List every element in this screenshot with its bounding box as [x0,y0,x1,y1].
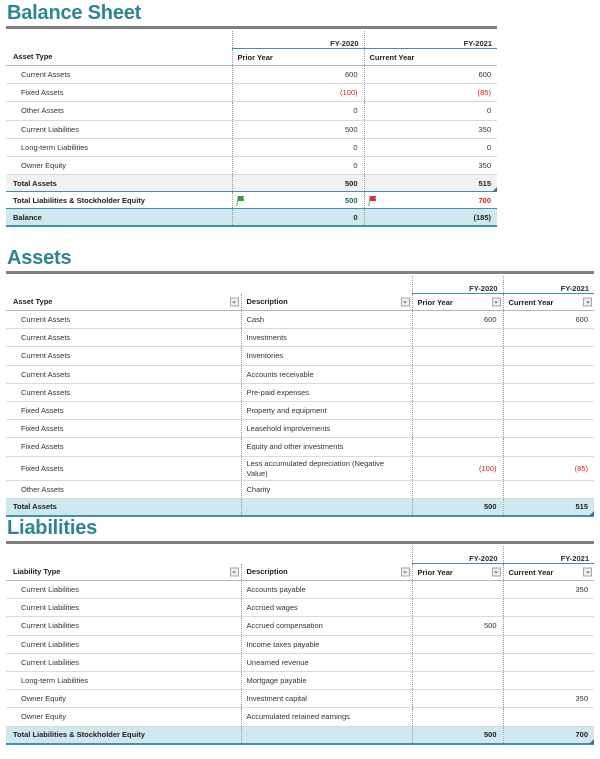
row-description: Less accumulated depreciation (Negative Value) [241,456,412,480]
fy-prior-label: FY-2020 [412,276,503,294]
row-prior-value: 600 [412,311,503,329]
total-liab-prior: 500 [412,726,503,744]
row-asset-type: Current Assets [6,347,241,365]
row-description: Unearned revenue [241,653,412,671]
row-description: Investment capital [241,690,412,708]
row-asset-type: Fixed Assets [6,84,232,102]
corner-marker-icon [589,739,594,744]
row-current-value [503,671,594,689]
liabilities-table [6,541,594,745]
row-liability-type: Current Liabilities [6,599,241,617]
row-current-value: 350 [364,156,497,174]
total-liab-prior-value: 500 [344,195,358,205]
table-row [6,311,594,329]
header-prior-year: Prior Year [232,49,364,66]
row-asset-type: Current Assets [6,311,241,329]
balance-current: (185) [364,209,497,227]
row-asset-type: Other Assets [6,102,232,120]
table-row [6,456,594,480]
table-row [6,420,594,438]
row-current-value [503,383,594,401]
row-current-value: (85) [364,84,497,102]
table-row [6,635,594,653]
column-header-row [6,49,497,66]
header-liability-type [6,564,241,581]
table-row [6,102,497,120]
row-liability-type: Owner Equity [6,708,241,726]
total-assets-current [364,175,497,192]
header-description [241,564,412,581]
table-row [6,581,594,599]
row-asset-type: Long-term Liabilities [6,138,232,156]
row-current-value: 0 [364,138,497,156]
fy-current-label: FY-2021 [503,546,594,564]
row-description: Equity and other investments [241,438,412,456]
row-description: Property and equipment [241,401,412,419]
row-prior-value: 500 [232,120,364,138]
fy-spacer [6,546,241,564]
filter-dropdown-icon[interactable] [583,298,592,307]
row-description: Investments [241,329,412,347]
total-assets-row [6,498,594,516]
column-header-row [6,564,594,581]
row-asset-type: Current Assets [6,365,241,383]
row-asset-type: Current Liabilities [6,120,232,138]
filter-dropdown-icon[interactable] [230,297,239,306]
row-description: Pre-paid expenses [241,383,412,401]
header-description-label: Description [246,567,288,577]
header-asset-type [6,294,241,311]
row-current-value [503,480,594,498]
fy-spacer [6,31,232,49]
header-liability-type-label: Liability Type [13,567,61,577]
green-flag-icon [237,196,246,206]
header-prior-year [412,564,503,581]
row-current-value: 350 [503,690,594,708]
table-row [6,120,497,138]
balance-row [6,209,497,227]
row-current-value: 350 [503,581,594,599]
row-asset-type: Owner Equity [6,156,232,174]
row-prior-value [412,690,503,708]
row-prior-value: (100) [412,456,503,480]
assets-section [0,245,600,517]
row-description: Accounts payable [241,581,412,599]
table-row [6,438,594,456]
row-asset-type: Current Assets [6,66,232,84]
row-prior-value: 0 [232,138,364,156]
total-liab-spacer [241,726,412,744]
row-current-value [503,329,594,347]
fy-prior-label: FY-2020 [412,546,503,564]
fy-prior-label: FY-2020 [232,31,364,49]
row-current-value [503,708,594,726]
total-liab-current [503,726,594,744]
total-liab-label: Total Liabilities & Stockholder Equity [6,192,232,209]
table-row [6,365,594,383]
row-prior-value [412,420,503,438]
row-prior-value [412,347,503,365]
row-description: Accumulated retained earnings [241,708,412,726]
row-description: Accrued wages [241,599,412,617]
total-liab-label: Total Liabilities & Stockholder Equity [6,726,241,744]
assets-title: Assets [7,247,72,269]
row-current-value [503,420,594,438]
row-prior-value [412,671,503,689]
row-asset-type: Other Assets [6,480,241,498]
filter-dropdown-icon[interactable] [583,568,592,577]
row-description: Mortgage payable [241,671,412,689]
row-asset-type: Fixed Assets [6,438,241,456]
fy-current-label: FY-2021 [503,276,594,294]
row-prior-value: 600 [232,66,364,84]
row-prior-value [412,581,503,599]
row-description: Charity [241,480,412,498]
row-prior-value: 0 [232,156,364,174]
header-prior-year-label: Prior Year [417,297,453,307]
row-description: Inventories [241,347,412,365]
row-liability-type: Current Liabilities [6,635,241,653]
row-liability-type: Current Liabilities [6,653,241,671]
total-assets-row [6,175,497,192]
total-liab-prior [232,192,364,209]
row-current-value [503,635,594,653]
table-row [6,138,497,156]
row-description: Cash [241,311,412,329]
balance-prior: 0 [232,209,364,227]
row-description: Leasehold improvements [241,420,412,438]
total-assets-label: Total Assets [6,498,241,516]
table-row [6,690,594,708]
row-prior-value: 0 [232,102,364,120]
total-liab-current-value: 700 [478,195,491,205]
total-assets-prior: 500 [232,175,364,192]
total-assets-spacer [241,498,412,516]
row-current-value [503,347,594,365]
total-assets-current-value: 515 [575,502,588,512]
header-asset-type-label: Asset Type [13,297,53,307]
filter-dropdown-icon[interactable] [492,298,501,307]
row-asset-type: Fixed Assets [6,456,241,480]
table-row [6,708,594,726]
total-assets-prior: 500 [412,498,503,516]
row-prior-value: (100) [232,84,364,102]
table-row [6,329,594,347]
row-current-value: 600 [503,311,594,329]
table-row [6,156,497,174]
row-current-value [503,365,594,383]
fiscal-year-header-row [6,546,594,564]
header-prior-year-label: Prior Year [417,567,453,577]
row-prior-value [412,653,503,671]
fiscal-year-header-row [6,276,594,294]
row-prior-value [412,401,503,419]
table-row [6,84,497,102]
assets-table [6,271,594,517]
table-row [6,617,594,635]
row-prior-value [412,438,503,456]
header-current-year-label: Current Year [508,567,554,577]
row-description: Income taxes payable [241,635,412,653]
row-prior-value [412,708,503,726]
balance-sheet-section [0,0,600,227]
balance-sheet-table [6,26,497,227]
header-current-year-label: Current Year [508,297,554,307]
table-row [6,480,594,498]
total-liabilities-equity-row [6,192,497,209]
row-asset-type: Current Assets [6,329,241,347]
row-current-value [503,438,594,456]
table-row [6,383,594,401]
table-row [6,347,594,365]
row-current-value: 350 [364,120,497,138]
row-current-value [503,653,594,671]
row-prior-value [412,365,503,383]
row-asset-type: Fixed Assets [6,420,241,438]
row-asset-type: Current Assets [6,383,241,401]
row-current-value: 0 [364,102,497,120]
fy-current-label: FY-2021 [364,31,497,49]
row-current-value [503,401,594,419]
row-prior-value [412,480,503,498]
filter-dropdown-icon[interactable] [401,297,410,306]
header-current-year: Current Year [364,49,497,66]
row-current-value [503,599,594,617]
header-description [241,294,412,311]
red-flag-icon [369,196,378,206]
total-liabilities-equity-row [6,726,594,744]
total-assets-current-value: 515 [478,178,491,188]
table-row [6,653,594,671]
header-asset-type: Asset Type [6,49,232,66]
row-current-value: (85) [503,456,594,480]
row-liability-type: Current Liabilities [6,581,241,599]
fiscal-year-header-row [6,31,497,49]
header-current-year [503,564,594,581]
total-assets-current [503,498,594,516]
fy-spacer [6,276,241,294]
filter-dropdown-icon[interactable] [401,567,410,576]
table-row [6,401,594,419]
header-prior-year [412,294,503,311]
row-prior-value: 500 [412,617,503,635]
total-assets-label: Total Assets [6,175,232,192]
table-row [6,671,594,689]
column-header-row [6,294,594,311]
row-prior-value [412,599,503,617]
row-current-value: 600 [364,66,497,84]
row-description: Accrued compensation [241,617,412,635]
balance-sheet-title: Balance Sheet [7,2,142,24]
fy-spacer-2 [241,276,412,294]
row-prior-value [412,329,503,347]
header-description-label: Description [246,297,288,307]
total-liab-current-value: 700 [575,730,588,739]
filter-dropdown-icon[interactable] [230,567,239,576]
row-asset-type: Fixed Assets [6,401,241,419]
liabilities-section [0,515,600,745]
row-liability-type: Owner Equity [6,690,241,708]
total-liab-current [364,192,497,209]
row-prior-value [412,635,503,653]
row-description: Accounts receivable [241,365,412,383]
header-current-year [503,294,594,311]
liabilities-title: Liabilities [7,517,98,539]
row-current-value [503,617,594,635]
table-row [6,66,497,84]
fy-spacer-2 [241,546,412,564]
row-liability-type: Current Liabilities [6,617,241,635]
balance-label: Balance [6,209,232,227]
filter-dropdown-icon[interactable] [492,568,501,577]
row-prior-value [412,383,503,401]
row-liability-type: Long-term Liabilities [6,671,241,689]
table-row [6,599,594,617]
